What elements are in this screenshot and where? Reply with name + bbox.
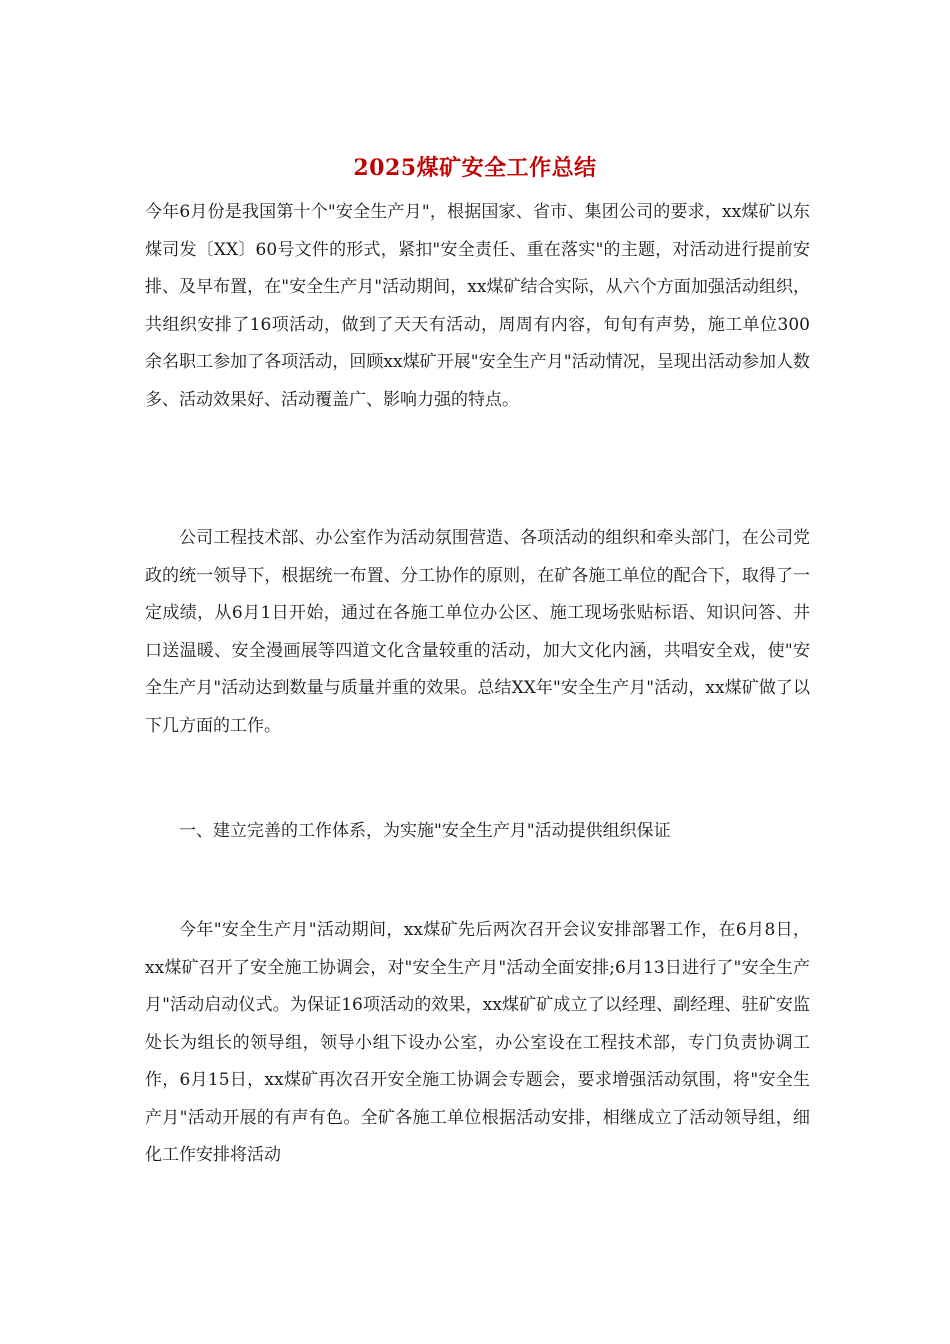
- paragraph-departments: 公司工程技术部、办公室作为活动氛围营造、各项活动的组织和牵头部门，在公司党政的统一领导下，根据统一布置、分工协作的原则，在矿各施工单位的配合下，取得了一定成绩，从6月1日开始，通过在各施工单位办公区、施工现场张贴标语、知识问答、井口送温暖、安全漫画展等四道文化含量较重的活动，加大文化内涵，共唱安全戏，使"安全生产月"活动达到数量与质量并重的效果。总结XX年"安全生产月"活动，xx煤矿做了以下几方面的工作。: [145, 528, 810, 736]
- section-heading-1: 一、建立完善的工作体系，为实施"安全生产月"活动提供组织保证: [179, 821, 671, 841]
- paragraph-intro: 今年6月份是我国第十个"安全生产月"，根据国家、省市、集团公司的要求，xx煤矿以东煤司发〔XX〕60号文件的形式，紧扣"安全责任、重在落实"的主题，对活动进行提前安排、及早布置，在"安全生产月"活动期间，xx煤矿结合实际，从六个方面加强活动组织，共组织安排了16项活动，做到了天天有活动，周周有内容，旬旬有声势，施工单位300余名职工参加了各项活动，回顾xx煤矿开展"安全生产月"活动情况，呈现出活动参加人数多、活动效果好、活动覆盖广、影响力强的特点。: [145, 202, 810, 410]
- document-title: 2025煤矿安全工作总结: [353, 155, 597, 181]
- paragraph-meetings: 今年"安全生产月"活动期间，xx煤矿先后两次召开会议安排部署工作，在6月8日，xx煤矿召开了安全施工协调会，对"安全生产月"活动全面安排;6月13日进行了"安全生产月"活动启动仪式。为保证16项活动的效果，xx煤矿矿成立了以经理、副经理、驻矿安监处长为组长的领导组，领导小组下设办公室，办公室设在工程技术部，专门负责协调工作，6月15日，xx煤矿再次召开安全施工协调会专题会，要求增强活动氛围，将"安全生产月"活动开展的有声有色。全矿各施工单位根据活动安排，相继成立了活动领导组，细化工作安排将活动: [145, 920, 810, 1165]
